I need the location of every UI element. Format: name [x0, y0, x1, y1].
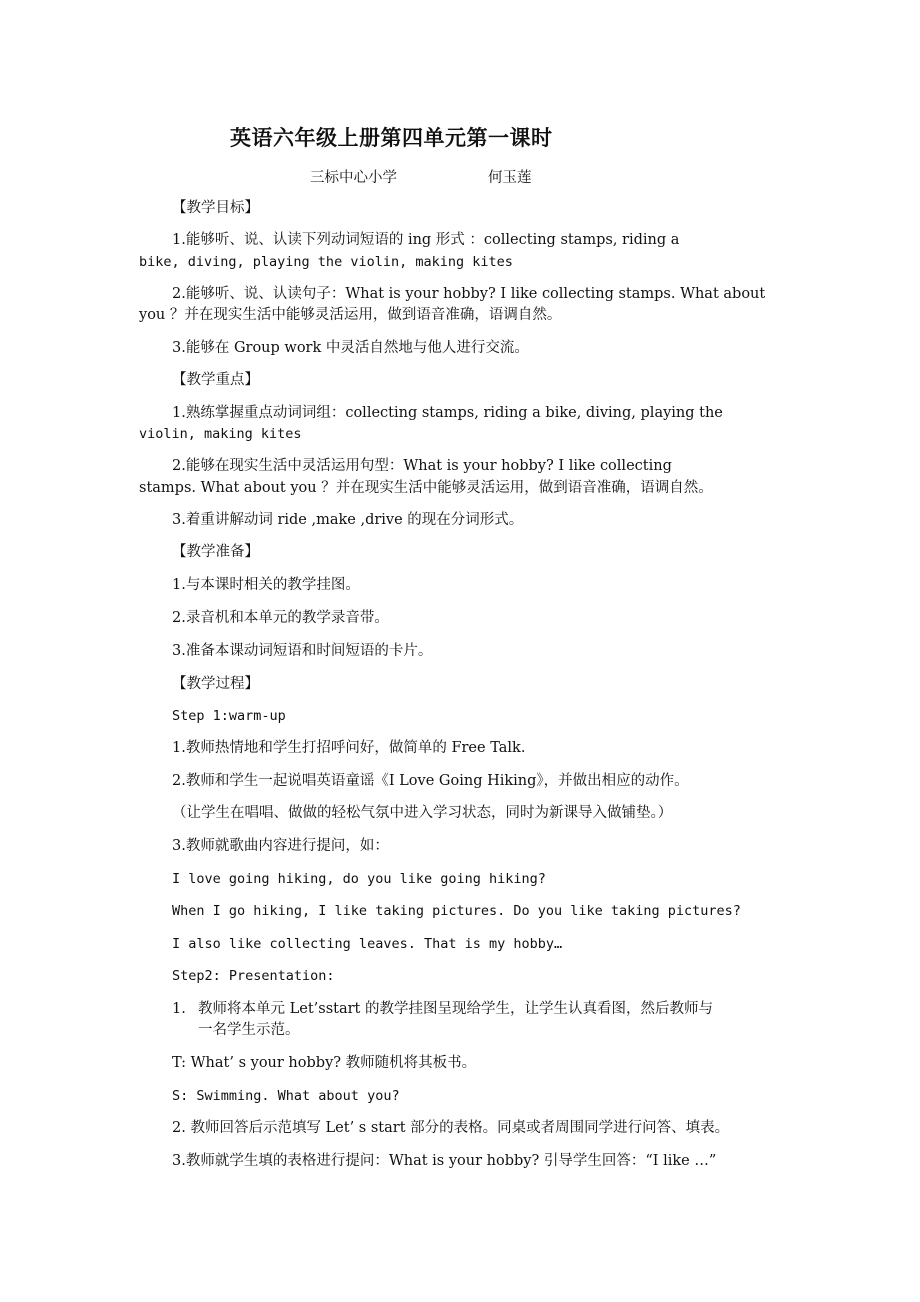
step-2-item-2: 2. 教师回答后示范填写 Let’ s start 部分的表格。同桌或者周围同学进行问答、填表。 — [172, 1120, 730, 1136]
process-heading: 【教学过程】 — [172, 676, 259, 692]
preparation-heading: 【教学准备】 — [172, 544, 259, 560]
key-point-1-line-2: violin, making kites — [139, 426, 302, 442]
teacher-line: T: What’ s your hobby? 教师随机将其板书。 — [172, 1055, 477, 1071]
preparation-1: 1.与本课时相关的教学挂图。 — [172, 577, 360, 593]
objective-3: 3.能够在 Group work 中灵活自然地与他人进行交流。 — [172, 340, 529, 356]
step-1-item-2: 2.教师和学生一起说唱英语童谣《I Love Going Hiking》，并做出相应的动作。 — [172, 773, 689, 789]
step-2-item-1-line-2: 一名学生示范。 — [198, 1022, 300, 1038]
objective-2-line-1: 2.能够听、说、认读句子：What is your hobby? I like collecting stamps. What about — [172, 286, 766, 302]
key-point-3: 3.着重讲解动词 ride ,make ,drive 的现在分词形式。 — [172, 512, 524, 528]
step-2-item-1-line-1: 教师将本单元 Let’sstart 的教学挂图呈现给学生，让学生认真看图，然后教师与 — [198, 1001, 713, 1017]
student-line: S: Swimming. What about you? — [172, 1088, 400, 1104]
question-3: I also like collecting leaves. That is my hobby… — [172, 936, 563, 952]
preparation-3: 3.准备本课动词短语和时间短语的卡片。 — [172, 643, 433, 659]
key-point-1-line-1: 1.熟练掌握重点动词词组：collecting stamps, riding a bike, diving, playing the — [172, 405, 723, 421]
key-point-2-line-1: 2.能够在现实生活中灵活运用句型：What is your hobby? I like collecting — [172, 458, 672, 474]
step-1-note: （让学生在唱唱、做做的轻松气氛中进入学习状态，同时为新课导入做铺垫。） — [172, 805, 673, 821]
step-1-item-3: 3.教师就歌曲内容进行提问，如： — [172, 838, 389, 854]
author-name: 何玉莲 — [488, 170, 532, 186]
step-2-item-3: 3.教师就学生填的表格进行提问：What is your hobby? 引导学生回答：“I like …” — [172, 1153, 717, 1169]
objective-2-line-2: you ？并在现实生活中能够灵活运用，做到语音准确，语调自然。 — [139, 307, 562, 323]
question-2: When I go hiking, I like taking pictures. Do you like taking pictures? — [172, 903, 741, 919]
objectives-heading: 【教学目标】 — [172, 200, 259, 216]
key-points-heading: 【教学重点】 — [172, 372, 259, 388]
preparation-2: 2.录音机和本单元的教学录音带。 — [172, 610, 389, 626]
step-2-item-1-number: 1. — [172, 1001, 186, 1017]
school-name: 三标中心小学 — [310, 170, 397, 186]
step-2-heading: Step2: Presentation: — [172, 968, 335, 984]
step-1-item-1: 1.教师热情地和学生打招呼问好，做简单的 Free Talk. — [172, 740, 526, 756]
step-1-heading: Step 1:warm-up — [172, 708, 286, 724]
key-point-2-line-2: stamps. What about you ？并在现实生活中能够灵活运用，做到语音准确，语调自然。 — [139, 480, 713, 496]
objective-1-line-1: 1.能够听、说、认读下列动词短语的 ing 形式 ：collecting stamps, riding a — [172, 232, 680, 248]
objective-1-line-2: bike, diving, playing the violin, making kites — [139, 254, 513, 270]
question-1: I love going hiking, do you like going hiking? — [172, 871, 546, 887]
document-title: 英语六年级上册第四单元第一课时 — [230, 125, 553, 150]
